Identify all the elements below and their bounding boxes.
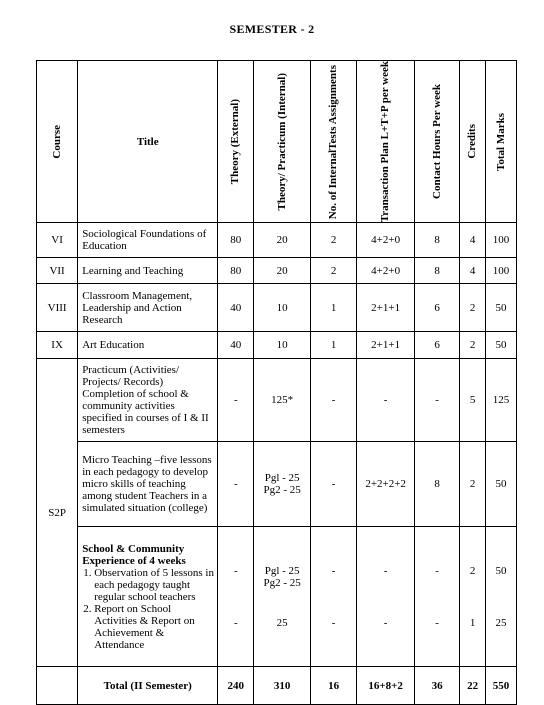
header-row	[37, 61, 517, 223]
header-tests: No. of InternalTests Assignments	[310, 61, 356, 223]
header-transaction: Transaction Plan L+T+P per week	[357, 61, 415, 223]
page-title: SEMESTER - 2	[229, 22, 315, 36]
semester-table	[36, 60, 517, 705]
total-row: Total (II Semester) 240 310 16 16+8+2 36 22 550	[37, 667, 517, 705]
header-contact: Contact Hours Per week	[414, 61, 459, 223]
table-row-school-community: School & Community Experience of 4 weeks 1. Observation of 5 lessons in each pedagogy taught regular school teachers 2. Report on School Activities & Report on Achievement & Attendance - - Pgl - 25 Pg2 - 25 25 - - - - - - 2 1 50 25	[37, 527, 517, 667]
header-title: Title	[78, 61, 218, 223]
header-course: Course	[37, 61, 78, 223]
header-total: Total Marks	[486, 61, 517, 223]
table-row: IX Art Education 40 10 1 2+1+1 6 2 50	[37, 332, 517, 359]
header-theory-external: Theory (External)	[218, 61, 254, 223]
header-credits: Credits	[460, 61, 486, 223]
table-row: VII Learning and Teaching 80 20 2 4+2+0 8 4 100	[37, 258, 517, 284]
header-theory-internal: Theory/ Practicum (Internal)	[254, 61, 311, 223]
table-row: VI Sociological Foundations of Education 80 20 2 4+2+0 8 4 100	[37, 223, 517, 258]
s2p-course: S2P	[37, 359, 78, 667]
school-heading: School & Community Experience of 4 weeks	[82, 542, 186, 567]
table-row: VIII Classroom Management, Leadership and Action Research 40 10 1 2+1+1 6 2 50	[37, 284, 517, 332]
table-row-micro-teaching: Micro Teaching –five lessons in each pedagogy to develop micro skills of teaching among student Teachers in a simulated situation (college) - Pgl - 25 Pg2 - 25 - 2+2+2+2 8 2 50	[37, 442, 517, 527]
school-item-1: 1. Observation of 5 lessons in each pedagogy taught regular school teachers	[94, 567, 215, 603]
school-item-2: 2. Report on School Activities & Report on Achievement & Attendance	[94, 603, 215, 651]
table-row-practicum: S2P Practicum (Activities/ Projects/ Records) Completion of school & community activities specified in courses of I & II semesters - 125* - - - 5 125	[37, 359, 517, 442]
